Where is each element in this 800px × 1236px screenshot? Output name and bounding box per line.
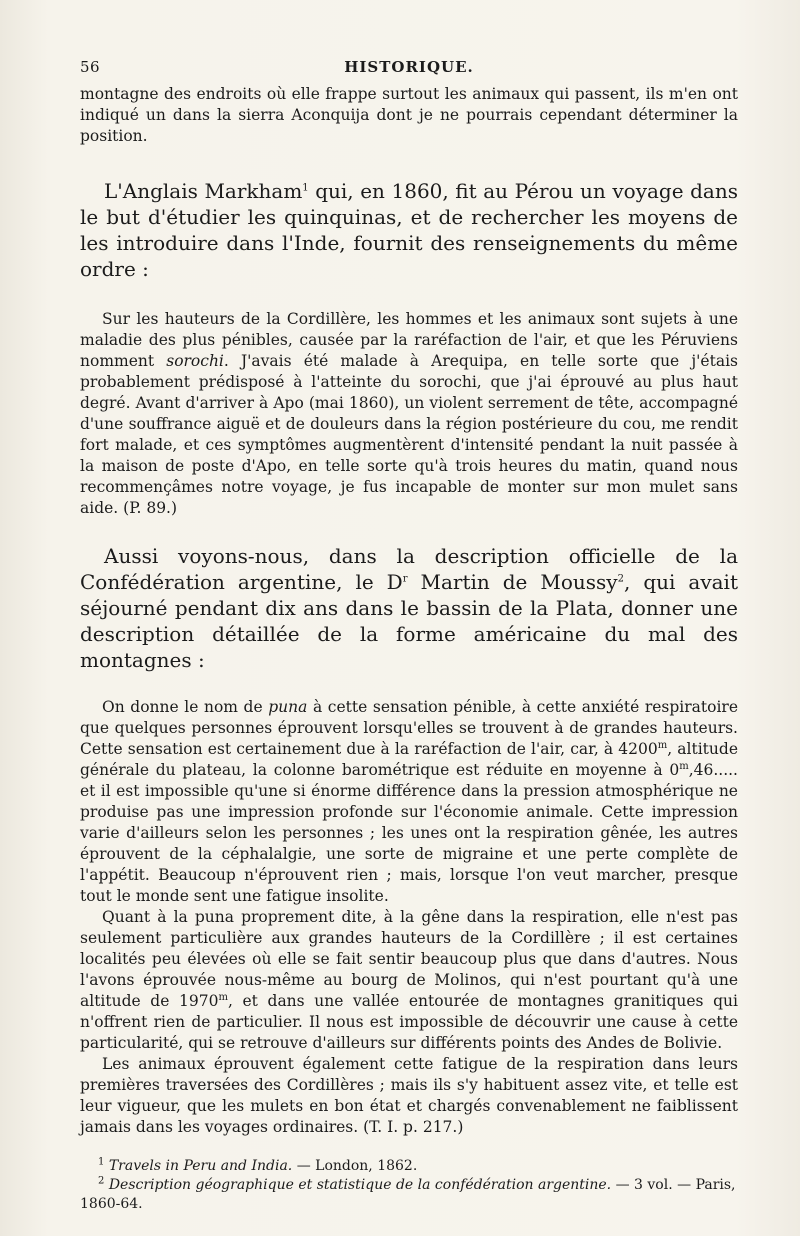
meter-unit-superscript-3: m (218, 991, 228, 1003)
moussy-p1-text-4: ,46..... et il est impossible qu'une si énorme différence dans la pression atmosphérique ne produise pas une impression profonde sur l'économie animale. Cette impression varie d'ailleurs selon les personnes ; les unes ont la respiration gênée, les autres éprouvent de la céphalalgie, une sorte de migraine et une perte complète de l'appétit. Beaucoup n'éprouvent rien ; mais, lorsque l'on veut marcher, presque tout le monde sent une fatigue insolite. (80, 761, 738, 905)
moussy-p2-text-continued: , et dans une vallée entourée de montagnes granitiques qui n'offrent rien de particulier. Il nous est impossible de découvrir une cause à cette particularité, qui se retrouve d'ailleurs sur différents points des Andes de Bolivie. (80, 992, 738, 1052)
footnotes (80, 1157, 738, 1214)
markham-introduction (80, 178, 738, 282)
meter-unit-superscript-2: m (679, 760, 689, 772)
moussy-p1-text-3: , altitude générale du plateau, la colonne barométrique est réduite en moyenne à 0 (80, 740, 738, 779)
puna-term: puna (268, 698, 308, 716)
footnote-1-title: Travels in Peru and India. (108, 1158, 293, 1174)
markham-quote-text: Sur les hauteurs de la Cordillère, les hommes et les animaux sont sujets à une maladie des plus pénibles, causée par la raréfaction de l'air, et que les Péruviens nomment (80, 310, 738, 370)
markham-intro-text: L'Anglais Markham (104, 179, 303, 203)
footnote-2-title: Description géographique et statistique de la confédération argentine. (108, 1177, 612, 1193)
footnote-reference-2: 2 (617, 573, 624, 585)
moussy-name: Martin de Moussy (407, 570, 618, 594)
moussy-p2-text: Quant à la puna proprement dite, à la gêne dans la respiration, elle n'est pas seulement particulière aux grandes hauteurs de la Cordillère ; il est certaines localités peu élevées où elle se fait sentir beaucoup plus que dans d'autres. Nous l'avons éprouvée nous-même au bourg de Molinos, qui n'est pourtant qu'à une altitude de 1970 (80, 908, 738, 1010)
footnote-reference-1: 1 (302, 182, 309, 194)
meter-unit-superscript: m (657, 739, 668, 751)
footnote-1-details: — London, 1862. (292, 1158, 418, 1174)
markham-intro-text-continued: qui, en 1860, fit au Pérou un voyage dans le but d'étudier les quinquinas, et de rechercher les moyens de les introduire dans l'Inde, fournit des renseignements du même ordre : (80, 179, 738, 281)
doctor-title-superscript: r (402, 573, 408, 585)
sorochi-term: sorochi (166, 352, 224, 370)
footnote-2-details: — 3 vol. — Paris, 1860-64. (80, 1177, 736, 1212)
running-title: HISTORIQUE. (344, 58, 474, 76)
footnote-1-marker: 1 (98, 1156, 105, 1168)
footnote-2-marker: 2 (98, 1175, 105, 1187)
moussy-p1-text: On donne le nom de (102, 698, 269, 716)
page-header (80, 58, 738, 84)
moussy-quotation-paragraph-3: Les animaux éprouvent également cette fatigue de la respiration dans leurs premières traversées des Cordillères ; mais ils s'y habituent assez vite, et telle est leur vigueur, que les mulets en bon état et chargés convenablement ne faiblissent jamais dans les voyages ordinaires. (T. I. p. 217.) (80, 1055, 738, 1136)
markham-quotation (80, 309, 738, 519)
moussy-quotation-paragraph-1 (80, 697, 738, 907)
moussy-introduction (80, 543, 738, 673)
footnote-1 (80, 1157, 738, 1176)
moussy-intro-text-continued: , qui avait séjourné pendant dix ans dans le bassin de la Plata, donner une description détaillée de la forme américaine du mal des montagnes : (80, 570, 738, 672)
markham-quote-text-continued: . J'avais été malade à Arequipa, en telle sorte que j'étais probablement prédisposé à l'atteinte du sorochi, que j'ai éprouvé au plus haut degré. Avant d'arriver à Apo (mai 1860), un violent serrement de tête, accompagné d'une souffrance aiguë et de douleurs dans la région postérieure du cou, me rendit fort malade, et ces symptômes augmentèrent d'intensité pendant la nuit passée à la maison de poste d'Apo, en telle sorte qu'à trois heures du matin, quand nous recommençâmes notre voyage, je fus incapable de monter sur mon mulet sans aide. (P. 89.) (80, 352, 738, 517)
moussy-p1-text-2: à cette sensation pénible, à cette anxiété respiratoire que quelques personnes éprouvent lorsqu'elles se trouvent à de grandes hauteurs. Cette sensation est certainement due à la raréfaction de l'air, car, à 4200 (80, 698, 738, 758)
footnote-2 (80, 1176, 738, 1214)
moussy-quotation-paragraph-2 (80, 907, 738, 1054)
page-number: 56 (80, 58, 101, 76)
intro-paragraph: montagne des endroits où elle frappe surtout les animaux qui passent, ils m'en ont indiqué un dans la sierra Aconquija dont je ne pourrais cependant déterminer la position. (80, 85, 738, 145)
moussy-intro-text: Aussi voyons-nous, dans la description officielle de la Confédération argentine, le D (80, 544, 738, 594)
